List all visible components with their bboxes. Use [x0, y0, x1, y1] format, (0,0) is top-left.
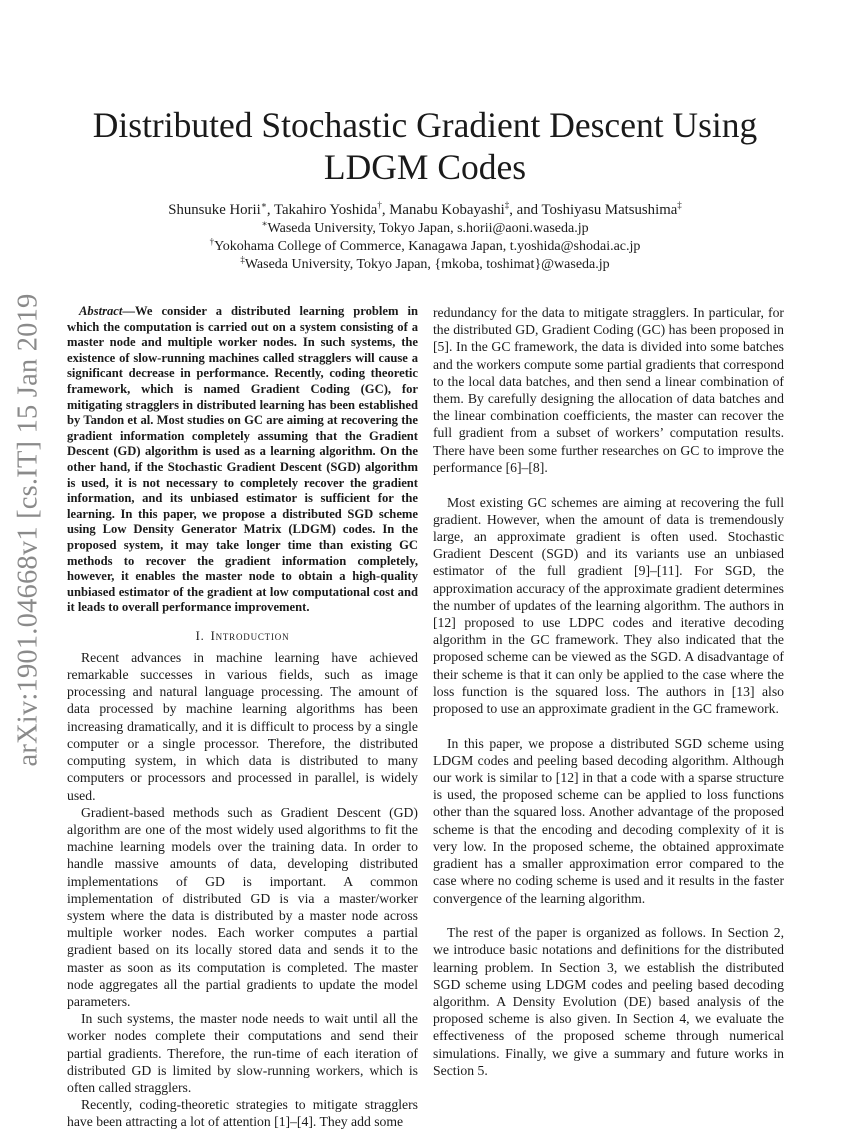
author-mark: ‡ [504, 200, 510, 211]
section-number: I. [195, 628, 205, 643]
abstract [67, 304, 418, 616]
body-paragraph: Recent advances in machine learning have achieved remarkable successes in various fields, such as image processing and natural language processing. The amount of data processed by machine learning algorithms has been increasing dramatically, and it is difficult to process by a single computer or a single processor. Therefore, the distributed computing system, in which data is distributed to many computers or processors and processed in parallel, is widely used. [67, 649, 418, 803]
affiliation-text: Yokohama College of Commerce, Kanagawa Japan, t.yoshida@shodai.ac.jp [214, 239, 641, 254]
body-paragraph: redundancy for the data to mitigate stragglers. In particular, for the distributed GD, Gradient Coding (GC) has been proposed in [5]. In the GC framework, the data is divided into some batches and the workers compute some partial gradients that correspond to the local data batches, and then send a linear combination of them. By carefully designing the allocation of data batches and the linear combination coefficients, the master can recover the full gradient from a subset of workers’ computation results. There have been some further researches on GC to improve the performance [6]–[8]. [433, 305, 784, 475]
paper-title: Distributed Stochastic Gradient Descent Using LDGM Codes [92, 105, 758, 187]
body-paragraph: Gradient-based methods such as Gradient Descent (GD) algorithm are one of the most widely used algorithms to fit the machine learning models over the training data. In order to handle massive amounts of data, developing distributed implementations of GD is important. A common implementation of distributed GD is via a master/worker system where the data is distributed by a master node across multiple worker nodes. Each worker computes a partial gradient based on its locally stored data and sends it to the master as soon as its computation is completed. The master node aggregates all the partial gradients to update the model parameters. [67, 804, 418, 1009]
section-heading [67, 629, 418, 644]
right-column [433, 304, 784, 1079]
affiliation-text: Waseda University, Tokyo Japan, s.horii@aoni.waseda.jp [267, 221, 589, 236]
section-title: Introduction [210, 628, 290, 643]
abstract-label: Abstract [79, 304, 123, 318]
abstract-text: —We consider a distributed learning problem in which the computation is carried out on a system consisting of a master node and multiple worker nodes. In such systems, the existence of slow-running machines called stragglers will cause a significant decrease in performance. Recently, coding theoretic framework, which is named Gradient Coding (GC), for mitigating stragglers in distributed learning has been established by Tandon et al. Most studies on GC are aiming at recovering the gradient information completely assuming that the Gradient Descent (GD) algorithm is used as a learning algorithm. On the other hand, if the Stochastic Gradient Descent (SGD) algorithm is used, it is not necessary to completely recover the gradient information, and its unbiased estimator is sufficient for the learning. In this paper, we propose a distributed SGD scheme using Low Density Generator Matrix (LDGM) codes. In the proposed system, it may take longer time than existing GC methods to recover the gradient information completely, however, it enables the master node to obtain a high-quality unbiased estimator of the gradient at low computational cost and it leads to overall performance improvement. [67, 304, 418, 615]
author-separator: , [381, 202, 390, 218]
author-separator: , and [509, 202, 542, 218]
body-paragraph: Recently, coding-theoretic strategies to mitigate stragglers have been attracting a lot of attention [1]–[4]. They add some [67, 1097, 418, 1130]
body-paragraph: The rest of the paper is organized as follows. In Section 2, we introduce basic notations and definitions for the distributed learning problem. In Section 3, we establish the distributed SGD scheme using LDGM codes and peeling based decoding algorithm. A Density Evolution (DE) based analysis of the proposed scheme is also given. In Section 4, we evaluate the effectiveness of the proposed scheme through numerical simulations. Finally, we give a summary and future works in Section 5. [433, 925, 784, 1078]
affiliation-mark: ∗ [261, 218, 268, 229]
body-paragraph: In such systems, the master node needs to wait until all the worker nodes complete their computations and send their partial gradients. Therefore, the run-time of each iteration of distributed GD is limited by slow-running workers, which is often called stragglers. [67, 1011, 418, 1095]
body-paragraph: Most existing GC schemes are aiming at recovering the full gradient. However, when the amount of data is tremendously large, an approximate gradient is often used. Stochastic Gradient Descent (SGD) and its variants use an unbiased estimator of the full gradient [9]–[11]. For SGD, the approximation accuracy of the approximate gradient determines the number of updates of the learning algorithm. The authors in [12] proposed to use LDPC codes and iterative decoding algorithm in the GC framework. They also indicated that the proposed scheme can be viewed as the SGD. A disadvantage of their scheme is that it can only be applied to the case where the loss function is the squared loss. The authors in [13] also proposed to use an approximate gradient in the GC framework. [433, 494, 784, 716]
author-mark: ∗ [260, 200, 267, 211]
author-name: Manabu Kobayashi [389, 202, 505, 218]
author-name: Toshiyasu Matsushima [541, 202, 678, 218]
author-separator: , [266, 202, 274, 218]
arxiv-side-stamp [13, 285, 45, 775]
affiliation-line [60, 256, 790, 274]
affiliation-line [60, 238, 790, 256]
affiliation-mark: † [209, 236, 215, 247]
affiliation-text: Waseda University, Tokyo Japan, {mkoba, toshimat}@waseda.jp [244, 257, 610, 272]
body-paragraph: In this paper, we propose a distributed SGD scheme using LDGM codes and peeling based decoding algorithm. Although our work is similar to [12] in that a code with a sparse structure is used, the proposed scheme can be applied to loss functions other than the squared loss. Another advantage of the proposed scheme is that the encoding and decoding complexity of it is very low. In the proposed scheme, the obtained approximate gradient has a smaller approximation error compared to the case where no coding scheme is used and it results in the faster convergence of the learning algorithm. [433, 735, 784, 906]
arxiv-identifier: arXiv:1901.04668v1 [cs.IT] 15 Jan 2019 [13, 293, 44, 767]
author-name: Takahiro Yoshida [273, 202, 378, 218]
author-list [60, 200, 790, 221]
author-name: Shunsuke Horii [168, 202, 261, 218]
affiliation-mark: ‡ [240, 254, 245, 265]
author-mark: ‡ [677, 200, 682, 211]
left-column [67, 304, 418, 1131]
affiliation-line [60, 220, 790, 238]
author-mark: † [377, 200, 382, 211]
